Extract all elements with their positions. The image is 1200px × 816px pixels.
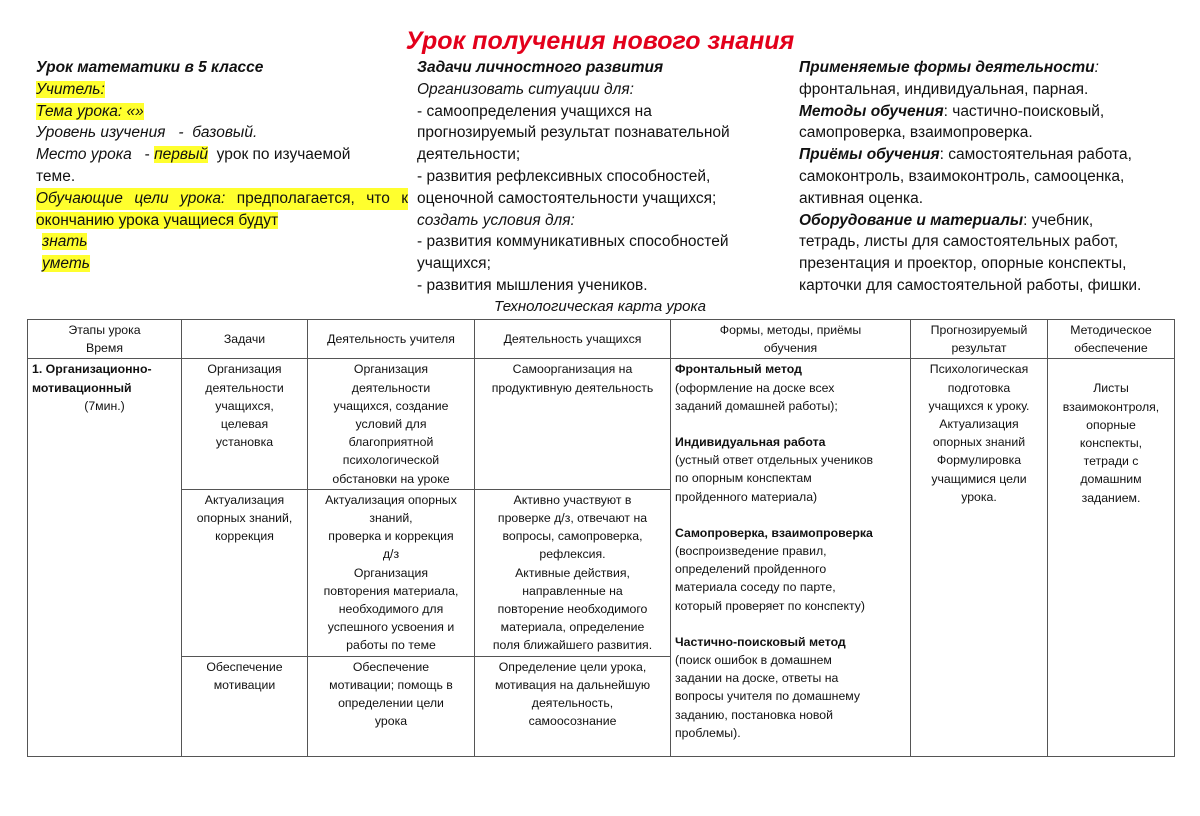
equipment-cont: презентация и проектор, опорные конспекты,	[799, 255, 1127, 273]
create-label: создать условия для:	[417, 211, 575, 229]
task-cell: Обеспечение мотивации	[182, 656, 308, 756]
header-student-activity: Деятельность учащихся	[475, 320, 671, 359]
teaching-techniques-cont: активная оценка.	[799, 189, 923, 207]
lesson-topic: Тема урока: «»	[36, 102, 144, 120]
learning-goals: Обучающие цели урока: предполагается, что к	[36, 188, 408, 210]
dev-line: - развития коммуникативных способностей	[417, 233, 729, 251]
student-activity-cell: Активно участвуют в проверке д/з, отвечают на вопросы, самопроверка, рефлексия. Активные действия, направленные на повторение необходимого материала, определение поля ближайшего развития.	[475, 489, 671, 656]
teaching-methods: Методы обучения: частично-поисковый,	[799, 102, 1105, 120]
methods-column	[799, 57, 1179, 297]
teacher-activity-cell: Организация деятельности учащихся, создание условий для благоприятной психологической обстановки на уроке	[308, 359, 475, 489]
organize-label: Организовать ситуации для:	[417, 80, 634, 98]
teaching-methods-cont: самопроверка, взаимопроверка.	[799, 124, 1033, 142]
table-row	[28, 359, 1175, 489]
header-support: Методическое обеспечение	[1048, 320, 1175, 359]
goal-know: знать	[42, 233, 88, 251]
support-cell: Листы взаимоконтроля, опорные конспекты, тетради с домашним заданием.	[1048, 359, 1175, 757]
tech-map-table	[27, 319, 1175, 757]
personal-dev-heading: Задачи личностного развития	[417, 59, 664, 76]
personal-development-column	[417, 57, 787, 297]
equipment: Оборудование и материалы: учебник,	[799, 211, 1094, 229]
equipment-cont: тетрадь, листы для самостоятельных работ,	[799, 233, 1119, 251]
forms-of-activity: Применяемые формы деятельности:	[799, 59, 1099, 76]
header-methods: Формы, методы, приёмы обучения	[671, 320, 911, 359]
header-tasks: Задачи	[182, 320, 308, 359]
table-header-row	[28, 320, 1175, 359]
dev-line: - развития рефлексивных способностей,	[417, 167, 711, 185]
study-level: Уровень изучения - базовый.	[36, 124, 258, 142]
lesson-info-column	[36, 57, 408, 275]
dev-line: деятельности;	[417, 146, 521, 164]
learning-goals-cont: окончанию урока учащиеся будут	[36, 211, 279, 229]
lesson-place-cont: теме.	[36, 167, 76, 185]
lesson-place: Место урока - первый урок по изучаемой	[36, 146, 351, 164]
result-cell: Психологическая подготовка учащихся к уроку. Актуализация опорных знаний Формулировка учащимися цели урока.	[911, 359, 1048, 757]
method-item: Самопроверка, взаимопроверка (воспроизведение правил, определений пройденного материала соседу по парте, который проверяет по конспекту)	[675, 525, 873, 613]
dev-line: - развития мышления учеников.	[417, 276, 648, 294]
header-stage: Этапы урока Время	[28, 320, 182, 359]
method-item: Частично-поисковый метод (поиск ошибок в домашнем задании на доске, ответы на вопросы учителя по домашнему заданию, постановка новой проблемы).	[675, 634, 861, 740]
student-activity-cell: Определение цели урока, мотивация на дальнейшую деятельность, самоосознание	[475, 656, 671, 756]
dev-line: учащихся;	[417, 255, 491, 273]
page-title: Урок получения нового знания	[405, 27, 795, 55]
stage-cell: 1. Организационно- мотивационный (7мин.)	[28, 359, 182, 757]
task-cell: Организация деятельности учащихся, целевая установка	[182, 359, 308, 489]
lesson-name: Урок математики в 5 классе	[36, 59, 264, 76]
goal-can: уметь	[42, 255, 90, 273]
dev-line: прогнозируемый результат познавательной	[417, 124, 730, 142]
method-item: Фронтальный метод (оформление на доске всех заданий домашней работы);	[675, 362, 838, 413]
forms-value: фронтальная, индивидуальная, парная.	[799, 80, 1089, 98]
methods-cell	[671, 359, 911, 757]
header-result: Прогнозируемый результат	[911, 320, 1048, 359]
student-activity-cell: Самоорганизация на продуктивную деятельность	[475, 359, 671, 489]
teacher-activity-cell: Обеспечение мотивации; помощь в определении цели урока	[308, 656, 475, 756]
header-teacher-activity: Деятельность учителя	[308, 320, 475, 359]
stage-time: (7мин.)	[84, 398, 125, 413]
equipment-cont: карточки для самостоятельной работы, фишки.	[799, 276, 1142, 294]
teacher-label: Учитель:	[36, 80, 105, 98]
teacher-activity-cell: Актуализация опорных знаний, проверка и коррекция д/з Организация повторения материала, необходимого для успешного усвоения и работы по теме	[308, 489, 475, 656]
teaching-techniques-cont: самоконтроль, взаимоконтроль, самооценка,	[799, 167, 1125, 185]
method-item: Индивидуальная работа (устный ответ отдельных учеников по опорным конспектам пройденного материала)	[675, 435, 873, 504]
dev-line: оценочной самостоятельности учащихся;	[417, 189, 717, 207]
task-cell: Актуализация опорных знаний, коррекция	[182, 489, 308, 656]
lesson-place-value: первый	[154, 146, 208, 164]
teaching-techniques: Приёмы обучения: самостоятельная работа,	[799, 146, 1132, 164]
table-caption: Технологическая карта урока	[494, 298, 706, 315]
dev-line: - самоопределения учащихся на	[417, 102, 652, 120]
